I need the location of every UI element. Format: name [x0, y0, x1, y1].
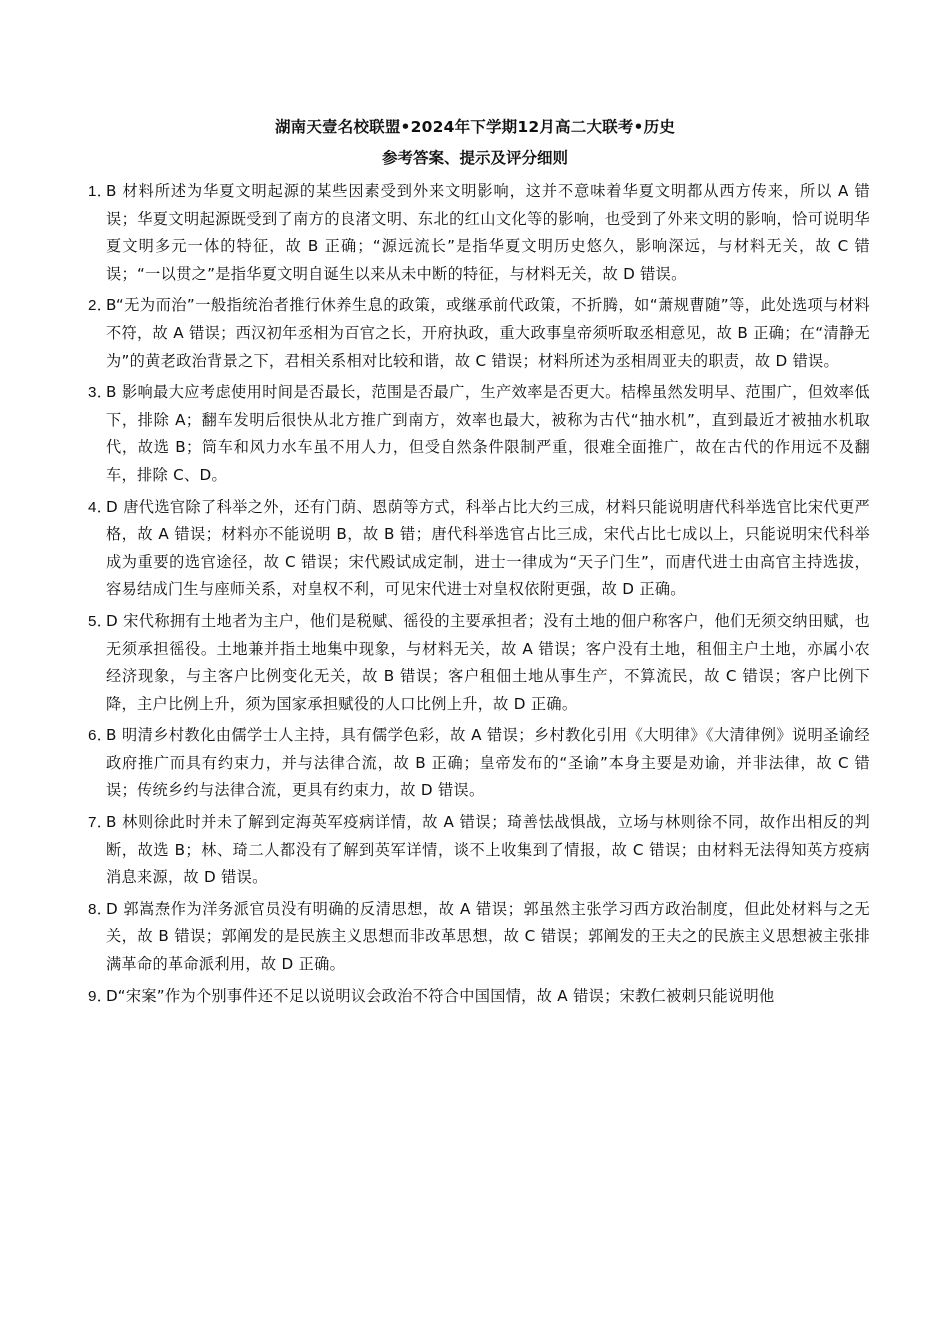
answer-text: B“无为而治”一般指统治者推行休养生息的政策，或继承前代政策，不折腾，如“萧规曹随”等，此处选项与材料不符，故 A 错误；西汉初年丞相为百官之长，开府执政，重大政事皇帝须听取丞相意见，故 B 正确；在“清静无为”的黄老政治背景之下，君相关系相对比较和谐，故 C 错误；材料所述为丞相周亚夫的职责，故 D 错误。 [106, 296, 870, 370]
answer-text: B 明清乡村教化由儒学士人主持，具有儒学色彩，故 A 错误；乡村教化引用《大明律》《大清律例》说明圣谕经政府推广而具有约束力，并与法律合流，故 B 正确；皇帝发布的“圣谕”本身主要是劝谕，并非法律，故 C 错误；传统乡约与法律合流，更具有约束力，故 D 错误。 [106, 726, 870, 800]
answer-number: 6． [88, 727, 113, 745]
answer-number: 5． [88, 612, 113, 630]
answer-item-9 [88, 983, 870, 1011]
answer-item-2 [88, 292, 870, 375]
answer-number: 8． [88, 900, 113, 918]
answer-item-1 [88, 178, 870, 288]
answer-item-7 [88, 809, 870, 892]
document-title: 湖南天壹名校联盟•2024年下学期12月高二大联考•历史 [274, 118, 676, 136]
answer-text: D 宋代称拥有土地者为主户，他们是税赋、徭役的主要承担者；没有土地的佃户称客户，他们无须交纳田赋，也无须承担徭役。土地兼并指土地集中现象，与材料无关，故 A 错误；客户没有土地，租佃主户土地，亦属小农经济现象，与主客户比例变化无关，故 B 错误；客户租佃土地从事生产，不算流民，故 C 错误；客户比例下降，主户比例上升，须为国家承担赋役的人口比例上升，故 D 正确。 [106, 611, 870, 713]
answer-text: D 唐代选官除了科举之外，还有门荫、恩荫等方式，科举占比大约三成，材料只能说明唐代科举选官比宋代更严格，故 A 错误；材料亦不能说明 B，故 B 错；唐代科举选官占比三成，宋代占比七成以上，只能说明宋代科举成为重要的选官途径，故 C 错误；宋代殿试成定制，进士一律成为“天子门生”，而唐代进士由高官主持选拔，容易结成门生与座师关系，对皇权不利，可见宋代进士对皇权依附更强，故 D 正确。 [106, 497, 870, 599]
answer-item-4 [88, 494, 870, 604]
answer-number: 7． [88, 814, 113, 832]
answer-item-8 [88, 896, 870, 979]
answer-text: B 材料所述为华夏文明起源的某些因素受到外来文明影响，这并不意味着华夏文明都从西方传来，所以 A 错误；华夏文明起源既受到了南方的良渚文明、东北的红山文化等的影响，也受到了外来文明的影响，恰可说明华夏文明多元一体的特征，故 B 正确；“源远流长”是指华夏文明历史悠久，影响深远，与材料无关，故 C 错误；“一以贯之”是指华夏文明自诞生以来从未中断的特征，与材料无关，故 D 错误。 [106, 182, 870, 283]
answer-number: 4． [88, 498, 113, 516]
document-subtitle: 参考答案、提示及评分细则 [381, 149, 568, 167]
answer-number: 1． [88, 183, 113, 200]
answer-item-6 [88, 722, 870, 805]
answer-number: 3． [88, 384, 113, 402]
answer-text: D“宋案”作为个别事件还不足以说明议会政治不符合中国国情，故 A 错误；宋教仁被刺只能说明他 [106, 986, 775, 1005]
answer-number: 9． [88, 987, 113, 1005]
answer-text: B 林则徐此时并未了解到定海英军疫病详情，故 A 错误；琦善怯战惧战，立场与林则徐不同，故作出相反的判断，故选 B；林、琦二人都没有了解到英军详情，谈不上收集到了情报，故 C 错误；由材料无法得知英方疫病消息来源，故 D 错误。 [106, 813, 870, 887]
answer-list [88, 178, 870, 1014]
answer-item-3 [88, 379, 870, 489]
answer-item-5 [88, 608, 870, 718]
answer-number: 2． [88, 297, 113, 315]
answer-text: D 郭嵩焘作为洋务派官员没有明确的反清思想，故 A 错误；郭虽然主张学习西方政治制度，但此处材料与之无关，故 B 错误；郭阐发的是民族主义思想而非改革思想，故 C 错误；郭阐发的王夫之的民族主义思想被主张排满革命的革命派利用，故 D 正确。 [106, 899, 870, 974]
answer-text: B 影响最大应考虑使用时间是否最长，范围是否最广，生产效率是否更大。桔槔虽然发明早、范围广，但效率低下，排除 A；翻车发明后很快从北方推广到南方，效率也最大，被称为古代“抽水机”，直到最近才被抽水机取代，故选 B；筒车和风力水车虽不用人力，但受自然条件限制严重，很难全面推广，故在古代的作用远不及翻车，排除 C、D。 [106, 383, 870, 484]
